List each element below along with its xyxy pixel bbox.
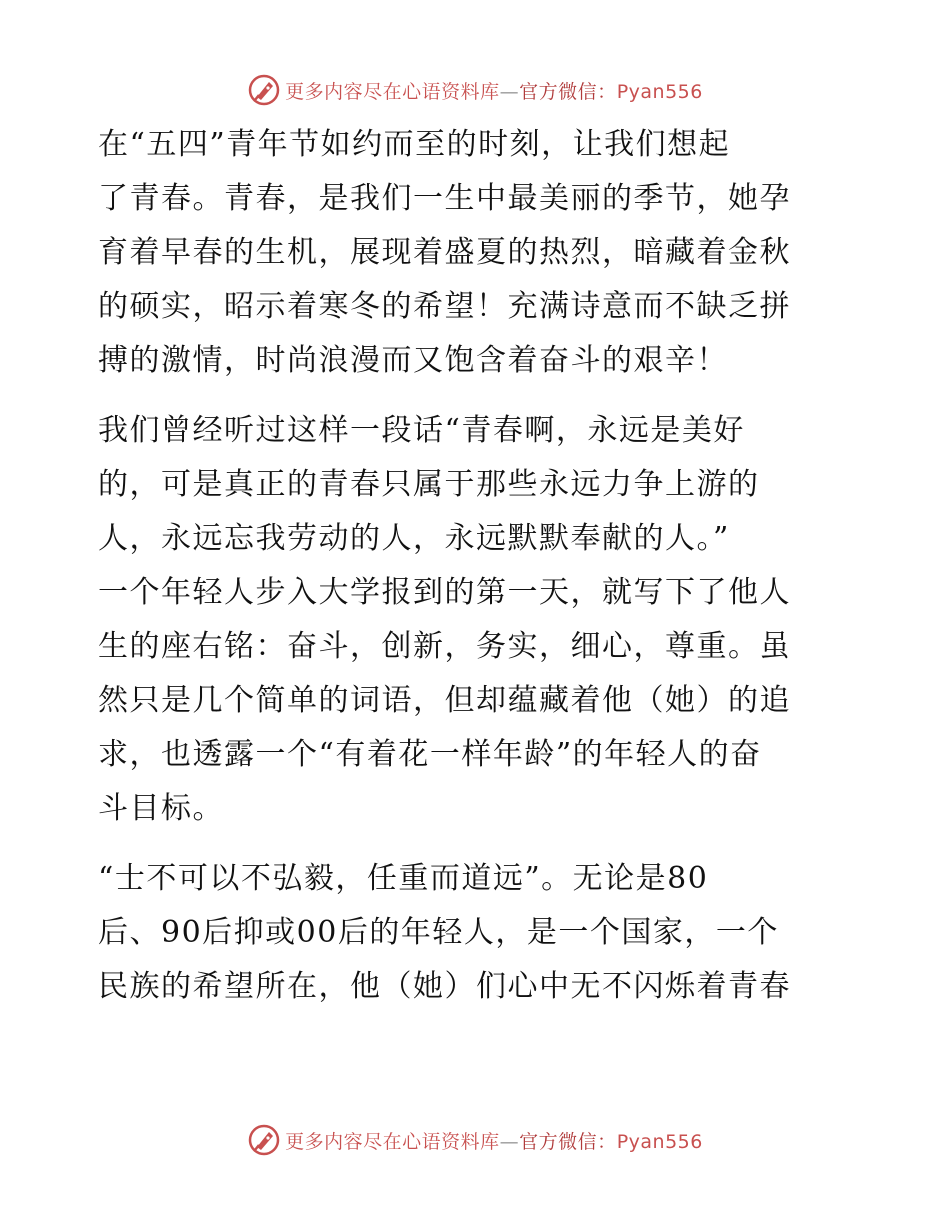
paragraph-3 bbox=[98, 852, 858, 1014]
text-line: 的，可是真正的青春只属于那些永远力争上游的 bbox=[98, 467, 760, 502]
text-line: 后、90后抑或00后的年轻人，是一个国家，一个 bbox=[98, 915, 779, 950]
paragraph-1 bbox=[98, 118, 858, 388]
paragraph-2 bbox=[98, 404, 858, 836]
banner-text: 更多内容尽在心语资料库—官方微信：Pyan556 bbox=[285, 1130, 703, 1153]
text-line: 然只是几个简单的词语，但却蕴藏着他（她）的追 bbox=[98, 683, 791, 718]
text-line: 人，永远忘我劳动的人，永远默默奉献的人。” bbox=[98, 521, 730, 556]
text-line: “士不可以不弘毅，任重而道远”。无论是80 bbox=[98, 861, 709, 896]
paragraph-gap bbox=[98, 836, 858, 852]
footer-banner bbox=[0, 1120, 950, 1160]
text-line: 的硕实，昭示着寒冬的希望！充满诗意而不缺乏拼 bbox=[98, 289, 791, 324]
document-body bbox=[98, 118, 858, 1014]
text-line: 一个年轻人步入大学报到的第一天，就写下了他人 bbox=[98, 575, 791, 610]
text-line: 斗目标。 bbox=[98, 791, 224, 826]
pen-nib-logo-icon bbox=[247, 1123, 281, 1157]
text-line: 搏的激情，时尚浪漫而又饱含着奋斗的艰辛！ bbox=[98, 343, 728, 378]
text-line: 民族的希望所在，他（她）们心中无不闪烁着青春 bbox=[98, 969, 791, 1004]
header-banner bbox=[0, 70, 950, 110]
text-line: 在“五四”青年节如约而至的时刻，让我们想起 bbox=[98, 127, 731, 162]
pen-nib-logo-icon bbox=[247, 73, 281, 107]
banner-text: 更多内容尽在心语资料库—官方微信：Pyan556 bbox=[285, 80, 703, 103]
text-line: 我们曾经听过这样一段话“青春啊，永远是美好 bbox=[98, 413, 745, 448]
text-line: 育着早春的生机，展现着盛夏的热烈，暗藏着金秋 bbox=[98, 235, 791, 270]
text-line: 生的座右铭：奋斗，创新，务实，细心，尊重。虽 bbox=[98, 629, 791, 664]
text-line: 求，也透露一个“有着花一样年龄”的年轻人的奋 bbox=[98, 737, 762, 772]
text-line: 了青春。青春，是我们一生中最美丽的季节，她孕 bbox=[98, 181, 791, 216]
paragraph-gap bbox=[98, 388, 858, 404]
